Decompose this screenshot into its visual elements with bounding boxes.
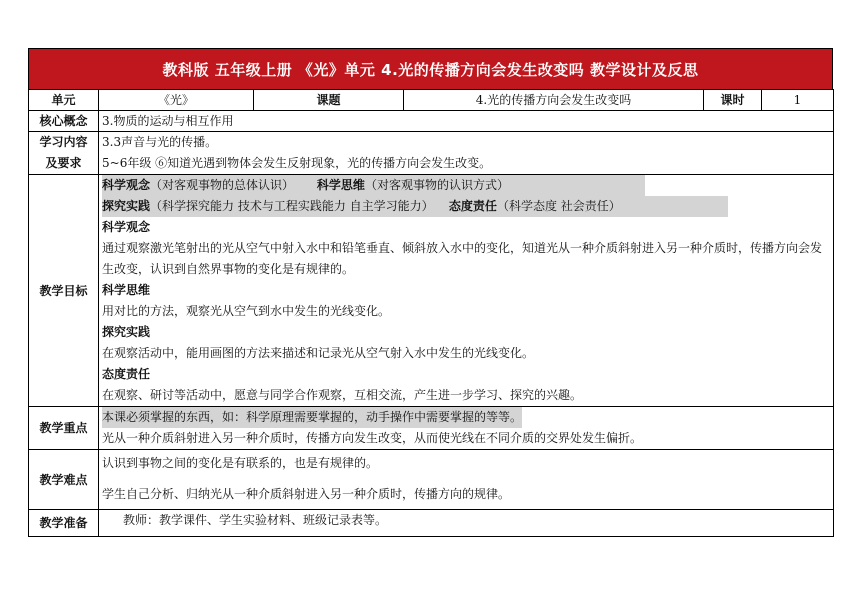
key-points-content (99, 407, 834, 450)
unit-label: 单元 (29, 90, 99, 111)
difficulties-row (29, 450, 834, 510)
difficulties-line1: 认识到事物之间的变化是有联系的，也是有规律的。 (102, 456, 379, 470)
key-points-label: 教学重点 (29, 407, 99, 450)
learning-content-label (29, 132, 99, 175)
unit-value: 《光》 (99, 90, 254, 111)
learning-content-value (99, 132, 834, 175)
summary-attitude-desc: （科学态度 社会责任） (496, 199, 621, 213)
core-concept-label: 核心概念 (29, 111, 99, 132)
period-label: 课时 (704, 90, 762, 111)
summary-attitude: 态度责任 (448, 199, 497, 213)
key-points-note-line (102, 407, 830, 428)
summary-science-thinking-desc: （对客观事物的认识方式） (364, 178, 509, 192)
objective-attitude-title: 态度责任 (102, 367, 151, 381)
preparation-text: 教师：教学课件、学生实验材料、班级记录表等。 (99, 510, 834, 537)
difficulties-line2: 学生自己分析、归纳光从一种介质斜射进入另一种介质时，传播方向的规律。 (102, 487, 511, 501)
key-points-text: 光从一种介质斜射进入另一种介质时，传播方向发生改变，从而使光线在不同介质的交界处发生偏折。 (102, 431, 643, 445)
learning-content-line1: 3.3声音与光的传播。 (102, 135, 218, 149)
info-row (29, 90, 834, 111)
learning-content-row (29, 132, 834, 175)
objective-science-thinking-text: 用对比的方法，观察光从空气到水中发生的光线变化。 (102, 304, 391, 318)
learning-content-label-line1: 学习内容 (39, 135, 88, 149)
lesson-plan-document (28, 48, 833, 537)
key-points-row (29, 407, 834, 450)
summary-inquiry-practice: 探究实践 (102, 199, 151, 213)
objective-inquiry-practice-text: 在观察活动中，能用画图的方法来描述和记录光从空气射入水中发生的光线变化。 (102, 346, 535, 360)
objective-inquiry-practice-title: 探究实践 (102, 325, 151, 339)
learning-content-label-line2: 及要求 (45, 156, 82, 170)
objectives-row (29, 175, 834, 407)
difficulties-label: 教学难点 (29, 450, 99, 510)
topic-value: 4.光的传播方向会发生改变吗 (404, 90, 704, 111)
lesson-plan-table (28, 89, 834, 537)
core-concept-value: 3.物质的运动与相互作用 (99, 111, 834, 132)
summary-inquiry-practice-desc: （科学探究能力 技术与工程实践能力 自主学习能力） (150, 199, 434, 213)
preparation-label: 教学准备 (29, 510, 99, 537)
topic-label: 课题 (254, 90, 404, 111)
objectives-summary1 (102, 175, 830, 196)
key-points-note: 本课必须掌握的东西，如：科学原理需要掌握的，动手操作中需要掌握的等等。 (102, 407, 522, 428)
objectives-summary2 (102, 196, 830, 217)
learning-content-line2: 5~6年级 ⑥知道光遇到物体会发生反射现象，光的传播方向会发生改变。 (102, 156, 492, 170)
difficulties-content (99, 450, 834, 510)
preparation-row (29, 510, 834, 537)
summary-science-concept-desc: （对客观事物的总体认识） (150, 178, 295, 192)
summary-science-concept: 科学观念 (102, 178, 151, 192)
objective-science-thinking-title: 科学思维 (102, 283, 151, 297)
objectives-label: 教学目标 (29, 175, 99, 407)
core-concept-row (29, 111, 834, 132)
period-value: 1 (762, 90, 834, 111)
document-title: 教科版 五年级上册 《光》单元 4.光的传播方向会发生改变吗 教学设计及反思 (28, 48, 833, 89)
objective-science-concept-title: 科学观念 (102, 220, 151, 234)
objective-science-concept-text: 通过观察激光笔射出的光从空气中射入水中和铅笔垂直、倾斜放入水中的变化，知道光从一种介质斜射进入另一种介质时，传播方向会发生改变，认识到自然界事物的变化是有规律的。 (102, 241, 823, 276)
objective-attitude-text: 在观察、研讨等活动中，愿意与同学合作观察，互相交流，产生进一步学习、探究的兴趣。 (102, 388, 583, 402)
objectives-content (99, 175, 834, 407)
summary-science-thinking: 科学思维 (316, 178, 365, 192)
